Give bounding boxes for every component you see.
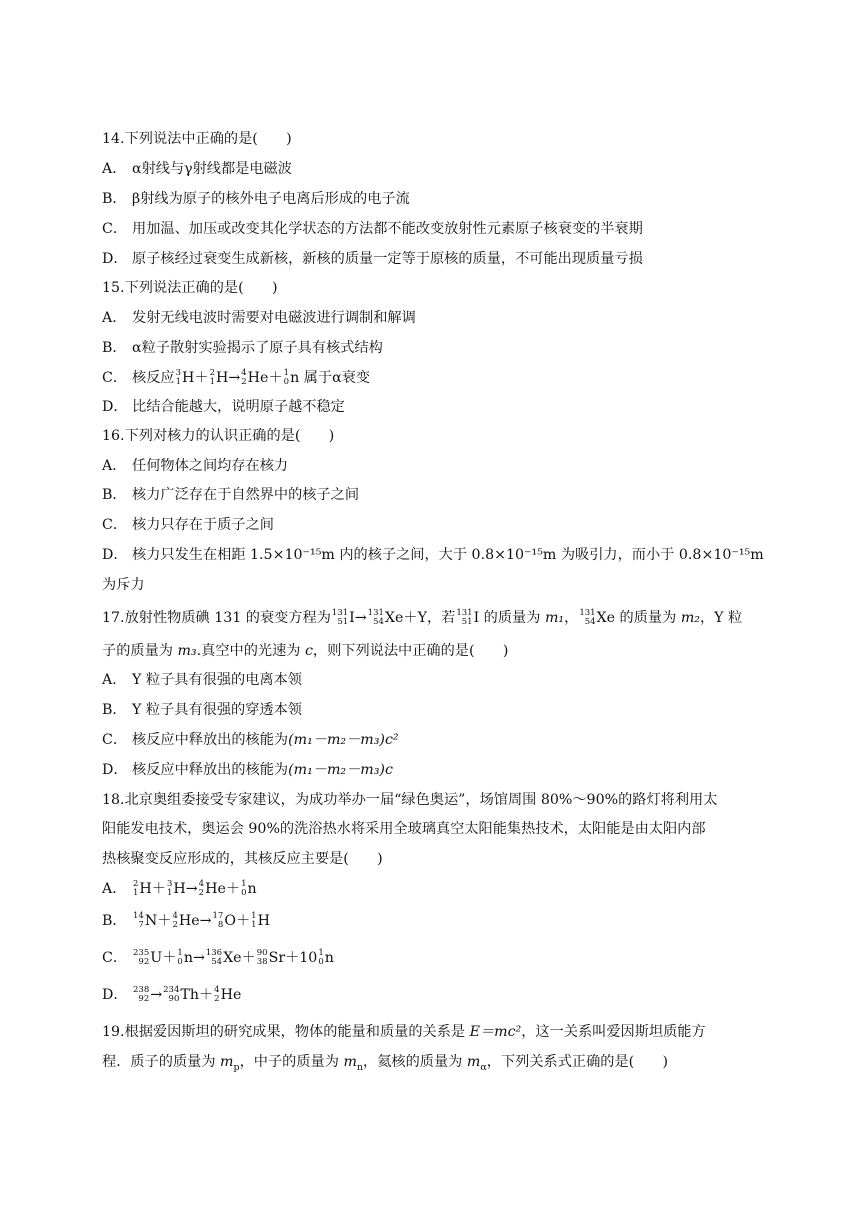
option-label: B． xyxy=(102,191,127,207)
nuclide-indices: 17 8 xyxy=(212,911,224,930)
q16-option-a xyxy=(102,455,760,477)
option-text: 比结合能越大，说明原子越不稳定 xyxy=(132,399,345,415)
option-text: 核反应中释放出的核能为 xyxy=(132,732,289,748)
energy-expression: (m₁－m₂－m₃)c² xyxy=(288,732,399,748)
option-text: Y 粒子具有很强的电离本领 xyxy=(132,672,302,688)
option-text: 核力广泛存在于自然界中的核子之间 xyxy=(132,487,360,503)
q16-option-d xyxy=(102,544,764,566)
q17-stem-line-1: 17.放射性物质碘 131 的衰变方程为 131 51 I→ 131 54 Xe＋Y，若 131 51 I 的质量为 m₁， 131 54 Xe 的质量为 m₂，Y 粒 xyxy=(102,608,743,627)
nuclide-symbol: He＋ xyxy=(247,370,283,386)
nuclide-indices: 1 0 xyxy=(241,879,247,898)
nuclide-indices: 3 1 xyxy=(175,368,181,387)
option-label: C． xyxy=(102,732,128,748)
option-label: D． xyxy=(102,399,128,415)
q16-stem: 16.下列对核力的认识正确的是( ) xyxy=(102,428,335,444)
nuclide-indices: 1 0 xyxy=(318,948,324,967)
nuclide-indices: 4 2 xyxy=(241,368,247,387)
nuclide-indices: 131 54 xyxy=(367,608,384,627)
nuclide-symbol: H＋ xyxy=(182,370,209,386)
nuclide-indices: 90 38 xyxy=(256,948,268,967)
option-label: B． xyxy=(102,913,127,929)
nuclide-indices: 131 51 xyxy=(456,608,473,627)
option-text: 核力只发生在相距 1.5×10⁻¹⁵m 内的核子之间，大于 0.8×10⁻¹⁵m 为吸引力，而小于 0.8×10⁻¹⁵m xyxy=(132,547,764,563)
option-label: B． xyxy=(102,702,127,718)
q16-option-c xyxy=(102,514,760,536)
q18-option-d: D． 238 92 → 234 90 Th＋ 4 2 He xyxy=(102,985,242,1004)
nuclide-indices: 234 90 xyxy=(163,985,180,1004)
mass-energy-formula: E＝mc² xyxy=(469,1024,522,1040)
option-label: B． xyxy=(102,487,127,503)
nuclide-indices: 1 0 xyxy=(177,948,183,967)
q14-option-b xyxy=(102,188,760,210)
q18-stem-line-2: 阳能发电技术，奥运会 90%的洗浴热水将采用全玻璃真空太阳能集热技术，太阳能是由太阳内部 xyxy=(102,821,706,837)
q16-option-b xyxy=(102,484,760,506)
nuclide-indices: 238 92 xyxy=(133,985,150,1004)
option-label: D． xyxy=(102,762,128,778)
nuclide-indices: 235 92 xyxy=(133,948,150,967)
nuclide-indices: 1 1 xyxy=(251,911,257,930)
option-label: C． xyxy=(102,221,128,237)
q15-stem: 15.下列说法正确的是( ) xyxy=(102,280,278,296)
q17-option-c xyxy=(102,729,760,751)
option-label: A． xyxy=(102,881,127,897)
q15-option-c xyxy=(102,367,760,389)
q15-option-b xyxy=(102,337,760,359)
option-text: 核力只存在于质子之间 xyxy=(132,517,274,533)
q17-option-d xyxy=(102,759,760,781)
q17-option-b xyxy=(102,699,760,721)
q14-option-d xyxy=(102,248,760,270)
option-label: A． xyxy=(102,310,127,326)
energy-expression: (m₁－m₂－m₃)c xyxy=(288,762,393,778)
option-label: A． xyxy=(102,672,127,688)
option-text: 属于α衰变 xyxy=(303,370,371,386)
q18-option-c: C． 235 92 U＋ 1 0 n→ 136 54 Xe＋ 90 38 Sr＋10 1 0 n xyxy=(102,948,334,967)
q19-stem-line-2: 程．质子的质量为 $m_p$，中子的质量为 $m_n$，氦核的质量为 $m_\alpha$，下列关系式正确的是( ) xyxy=(102,1054,669,1073)
option-text: 核反应中释放出的核能为 xyxy=(132,762,289,778)
option-label: D． xyxy=(102,251,128,267)
nuclide-indices: 131 51 xyxy=(331,608,349,627)
q18-option-a: A． 2 1 H＋ 3 1 H→ 4 2 He＋ 1 0 n xyxy=(102,879,257,898)
q16-option-d-continued: 为斥力 xyxy=(102,577,145,593)
option-label: A． xyxy=(102,458,127,474)
option-text: 任何物体之间均存在核力 xyxy=(132,458,289,474)
option-label: B． xyxy=(102,340,127,356)
nuclide-indices: 14 7 xyxy=(133,911,144,930)
nuclide-indices: 4 2 xyxy=(172,911,178,930)
q17-option-a xyxy=(102,669,760,691)
option-label: C． xyxy=(102,950,128,966)
option-text: 核反应 xyxy=(132,370,175,386)
nuclide-indices: 136 54 xyxy=(205,948,223,967)
option-label: D． xyxy=(102,547,128,563)
q18-stem-line-1: 18.北京奥组委接受专家建议，为成功举办一届“绿色奥运”，场馆周围 80%～90%的路灯将利用太 xyxy=(102,792,718,808)
q18-stem-line-3: 热核聚变反应形成的，其核反应主要是( ) xyxy=(102,851,383,867)
option-text: 原子核经过衰变生成新核，新核的质量一定等于原核的质量，不可能出现质量亏损 xyxy=(132,251,643,267)
q18-option-b: B． 14 7 N＋ 4 2 He→ 17 8 O＋ 1 1 H xyxy=(102,911,270,930)
option-label: A． xyxy=(102,161,127,177)
q14-option-c xyxy=(102,218,760,240)
option-label: C． xyxy=(102,370,128,386)
option-text: α粒子散射实验揭示了原子具有核式结构 xyxy=(132,340,383,356)
nuclide-symbol: n xyxy=(290,370,300,386)
nuclide-indices: 131 54 xyxy=(579,608,596,627)
option-label: D． xyxy=(102,987,128,1003)
option-text: 发射无线电波时需要对电磁波进行调制和解调 xyxy=(132,310,416,326)
nuclide-indices: 3 1 xyxy=(166,879,173,898)
option-text: β射线为原子的核外电子电离后形成的电子流 xyxy=(132,191,410,207)
q15-option-d xyxy=(102,396,760,418)
nuclide-indices: 2 1 xyxy=(209,368,215,387)
option-text: α射线与γ射线都是电磁波 xyxy=(132,161,292,177)
q15-option-a xyxy=(102,307,760,329)
nuclide-indices: 4 2 xyxy=(198,879,205,898)
q19-stem-line-1: 19.根据爱因斯坦的研究成果，物体的能量和质量的关系是 E＝mc²，这一关系叫爱因斯坦质能方 xyxy=(102,1024,706,1040)
q14-stem: 14.下列说法中正确的是( ) xyxy=(102,131,292,147)
nuclide-indices: 4 2 xyxy=(214,985,220,1004)
option-text: Y 粒子具有很强的穿透本领 xyxy=(132,702,302,718)
nuclide-indices: 1 0 xyxy=(283,368,290,387)
q14-option-a xyxy=(102,158,760,180)
option-text: 用加温、加压或改变其化学状态的方法都不能改变放射性元素原子核衰变的半衰期 xyxy=(132,221,643,237)
nuclide-symbol: H→ xyxy=(215,370,241,386)
option-label: C． xyxy=(102,517,128,533)
nuclide-indices: 2 1 xyxy=(133,879,139,898)
q17-stem-line-2: 子的质量为 m₃.真空中的光速为 c，则下列说法中正确的是( ) xyxy=(102,643,509,659)
